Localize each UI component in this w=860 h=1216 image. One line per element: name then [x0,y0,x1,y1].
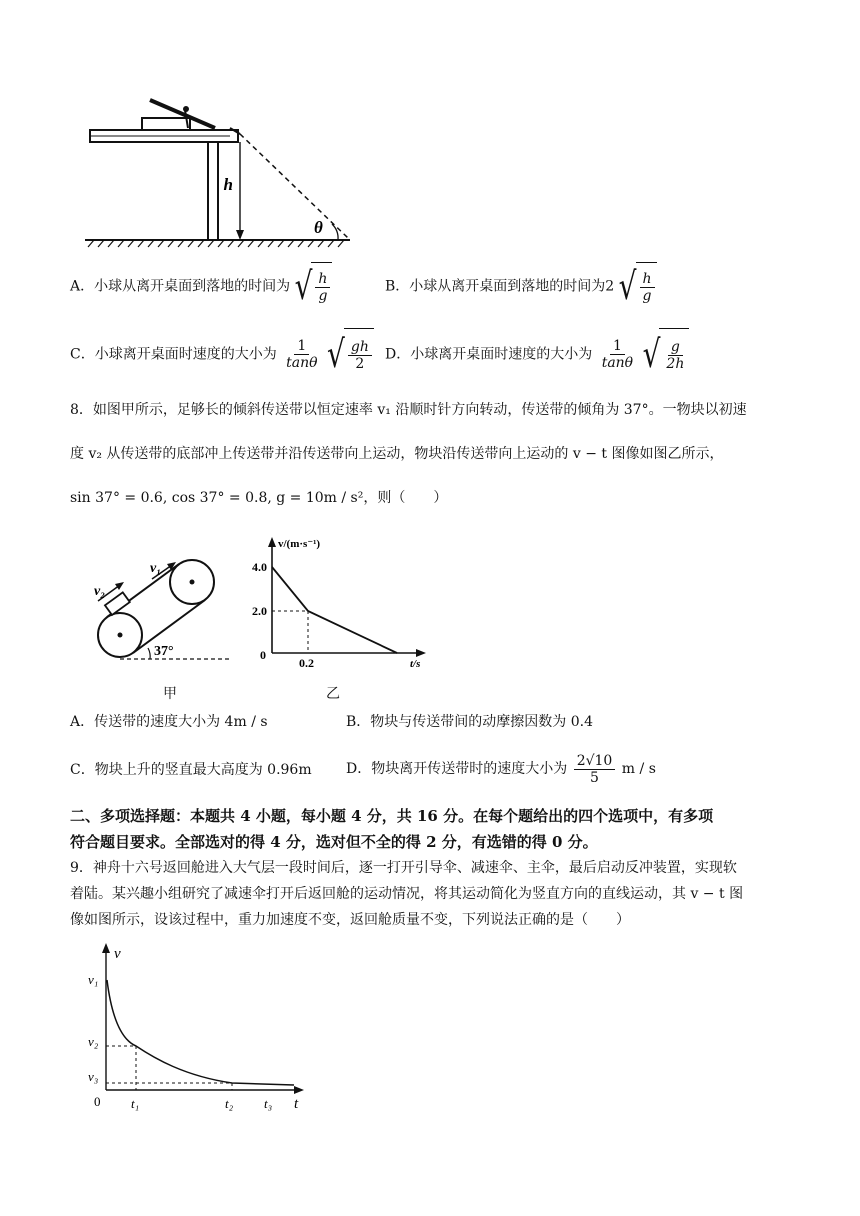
y-tick-top: 4.0 [252,560,267,574]
x-tick: 0.2 [299,656,314,670]
q8-figure-jia [90,555,240,665]
q8-caption-yi: 乙 [326,686,340,702]
q9-origin: 0 [94,1094,101,1109]
ground-hatch [88,240,344,247]
xlabel: t/s [410,658,421,670]
q7-option-c: C．小球离开桌面时速度的大小为 $\frac{1}{\tan\theta}$ √ $\frac{gh}{2}$ [70,328,374,381]
q7-option-b: B．小球从离开桌面到落地的时间为2 √ $\frac{h}{g}$ [385,262,657,311]
conveyor-block [105,592,130,615]
q9-curve [107,980,294,1085]
q8-caption-jia: 甲 [163,686,177,702]
v1-label: v₁ [150,561,162,576]
v2-label: v₂ [94,584,106,599]
q9-v2: v₂ [88,1034,99,1049]
q7-option-d: D．小球离开桌面时速度的大小为 $\frac{1}{\tan\theta}$ √ $\frac{g}{2h}$ [385,328,689,381]
y-tick-mid: 2.0 [252,604,267,618]
q7-option-a: A．小球从离开桌面到落地的时间为 √ $\frac{h}{g}$ [70,262,332,311]
q8-option-a: A．传送带的速度大小为 4m / s [70,714,268,730]
ylabel: v/(m·s⁻¹) [278,538,321,550]
q9-t3: t₃ [264,1096,273,1111]
table-leg [208,142,218,240]
q9-v-axis-label: v [114,946,121,962]
angle-label: 37° [154,644,174,659]
q9-t2: t₂ [225,1096,234,1111]
q8-line3: sin 37° = 0.6, cos 37° = 0.8, g = 10m / s²，则（ ） [70,490,448,506]
vt-line [272,567,397,653]
q8-line2: 度 v₂ 从传送带的底部冲上传送带并沿传送带向上运动，物块沿传送带向上运动的 v − t 图像如图乙所示， [70,446,724,462]
theta-label: θ [314,218,323,237]
q9-line2: 着陆。某兴趣小组研究了减速伞打开后返回舱的运动情况，将其运动简化为竖直方向的直线运动，其 v − t 图 [70,886,744,902]
q9-v1: v₁ [88,972,99,987]
q9-t1: t₁ [131,1096,140,1111]
origin: 0 [260,648,266,662]
q8-option-d: D．物块离开传送带时的速度大小为 $\frac{2√10}{5}$ m / s [346,752,656,786]
section2-line2: 符合题目要求。全部选对的得 4 分，选对但不全的得 2 分，有选错的得 0 分。 [70,833,598,851]
q9-line1: 9．神舟十六号返回舱进入大气层一段时间后，逐一打开引导伞、减速伞、主伞，最后启动反冲装置，实现软 [70,860,737,876]
h-label: h [223,175,233,194]
q8-option-c: C．物块上升的竖直最大高度为 0.96m [70,762,312,778]
q7-figure [80,90,370,252]
q8-option-b: B．物块与传送带间的动摩擦因数为 0.4 [346,714,594,730]
block [142,118,190,130]
q8-line1: 8．如图甲所示，足够长的倾斜传送带以恒定速率 v₁ 沿顺时针方向转动，传送带的倾角为 37°。一物块以初速 [70,402,747,418]
dashed-trajectory [240,134,348,238]
q9-t-axis-label: t [294,1096,299,1112]
q9-line3: 像如图所示，设该过程中，重力加速度不变，返回舱质量不变，下列说法正确的是（ ） [70,912,630,928]
q9-vt-graph [84,940,314,1112]
section2-line1: 二、多项选择题：本题共 4 小题，每小题 4 分，共 16 分。在每个题给出的四个选项中，有多项 [70,807,714,825]
q9-v3: v₃ [88,1069,99,1084]
q8-figure-yi [252,535,432,673]
